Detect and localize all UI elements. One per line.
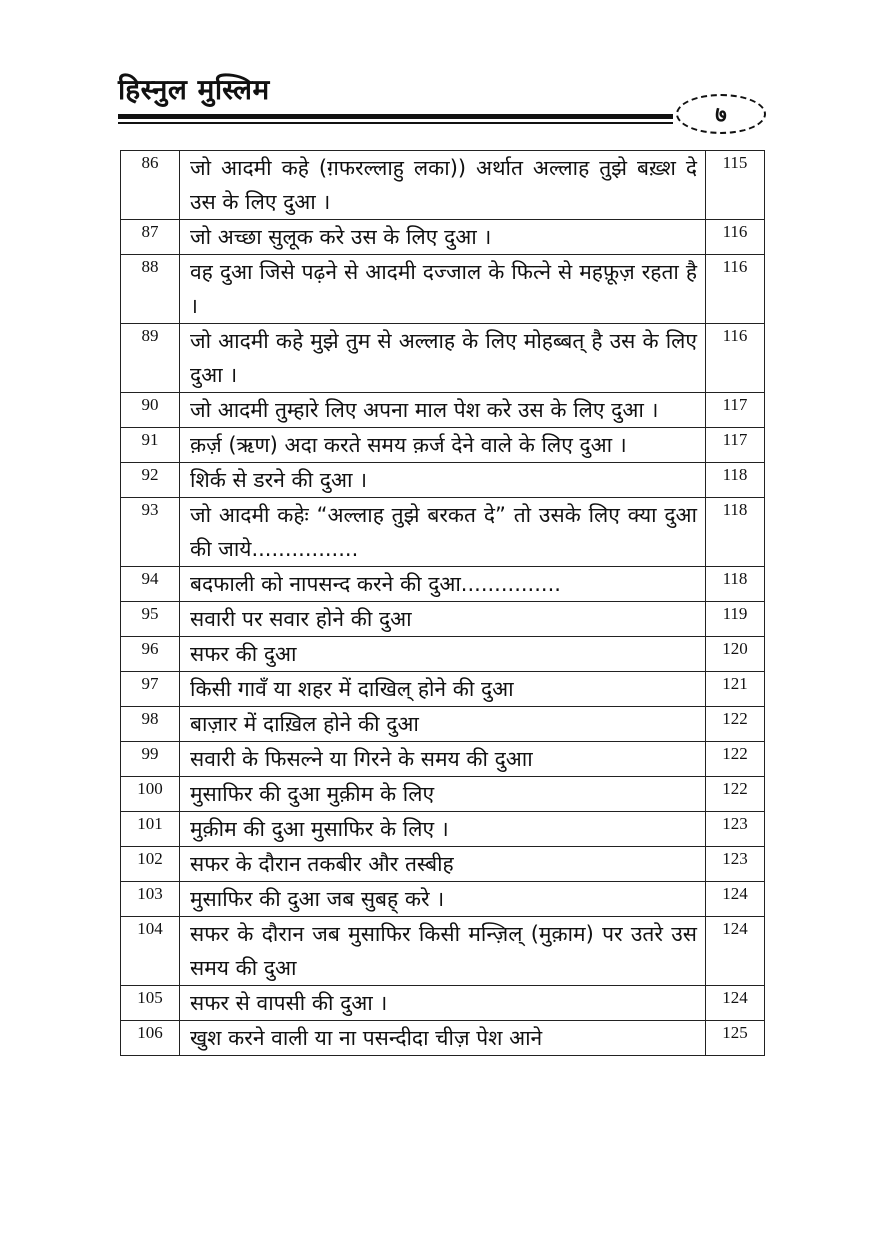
toc-row — [121, 393, 765, 428]
toc-entry-title: जो आदमी कहे मुझे तुम से अल्लाह के लिए मोहब्बत् है उस के लिए दुआ । — [180, 324, 706, 393]
toc-entry-page: 119 — [706, 602, 765, 637]
toc-entry-number: 87 — [121, 220, 180, 255]
toc-entry-title: जो आदमी तुम्हारे लिए अपना माल पेश करे उस के लिए दुआ । — [180, 393, 706, 428]
toc-entry-title: मुक़ीम की दुआ मुसाफिर के लिए । — [180, 812, 706, 847]
toc-row — [121, 882, 765, 917]
toc-entry-title: सफर से वापसी की दुआ । — [180, 986, 706, 1021]
toc-entry-number: 95 — [121, 602, 180, 637]
toc-row — [121, 986, 765, 1021]
toc-entry-number: 91 — [121, 428, 180, 463]
toc-row — [121, 742, 765, 777]
toc-entry-title: सफर के दौरान तकबीर और तस्बीह — [180, 847, 706, 882]
toc-entry-page: 116 — [706, 220, 765, 255]
toc-entry-page: 122 — [706, 777, 765, 812]
toc-entry-number: 99 — [121, 742, 180, 777]
toc-entry-page: 124 — [706, 986, 765, 1021]
toc-entry-page: 122 — [706, 742, 765, 777]
toc-entry-page: 123 — [706, 847, 765, 882]
toc-entry-title: मुसाफिर की दुआ जब सुबह् करे । — [180, 882, 706, 917]
toc-entry-title: सफर की दुआ — [180, 637, 706, 672]
toc-row — [121, 220, 765, 255]
toc-entry-number: 90 — [121, 393, 180, 428]
toc-entry-number: 101 — [121, 812, 180, 847]
toc-entry-title: शिर्क से डरने की दुआ । — [180, 463, 706, 498]
toc-entry-page: 118 — [706, 498, 765, 567]
toc-row — [121, 255, 765, 324]
toc-row — [121, 1021, 765, 1056]
toc-entry-page: 121 — [706, 672, 765, 707]
toc-entry-number: 103 — [121, 882, 180, 917]
toc-row — [121, 151, 765, 220]
toc-entry-number: 92 — [121, 463, 180, 498]
toc-row — [121, 602, 765, 637]
toc-row — [121, 707, 765, 742]
toc-entry-page: 122 — [706, 707, 765, 742]
toc-entry-number: 105 — [121, 986, 180, 1021]
toc-entry-page: 115 — [706, 151, 765, 220]
toc-table — [120, 150, 765, 1056]
toc-row — [121, 777, 765, 812]
toc-entry-title: खुश करने वाली या ना पसन्दीदा चीज़ पेश आने — [180, 1021, 706, 1056]
toc-row — [121, 463, 765, 498]
header-rule-thin — [118, 122, 673, 124]
toc-entry-page: 124 — [706, 917, 765, 986]
page-number-badge: ७ — [676, 94, 766, 134]
toc-entry-number: 104 — [121, 917, 180, 986]
toc-entry-title: किसी गावँ या शहर में दाखिल् होने की दुआ — [180, 672, 706, 707]
toc-entry-number: 100 — [121, 777, 180, 812]
toc-entry-number: 106 — [121, 1021, 180, 1056]
toc-entry-number: 89 — [121, 324, 180, 393]
toc-entry-title: सवारी पर सवार होने की दुआ — [180, 602, 706, 637]
toc-entry-title: बाज़ार में दाख़िल होने की दुआ — [180, 707, 706, 742]
toc-entry-number: 102 — [121, 847, 180, 882]
toc-row — [121, 428, 765, 463]
toc-entry-page: 116 — [706, 255, 765, 324]
toc-entry-title: सवारी के फिसल्ने या गिरने के समय की दुआा — [180, 742, 706, 777]
toc-entry-title: क़र्ज़ (ऋण) अदा करते समय क़र्ज देने वाले के लिए दुआ । — [180, 428, 706, 463]
toc-row — [121, 812, 765, 847]
toc-entry-title: जो आदमी कहेः “अल्लाह तुझे बरकत दे” तो उसके लिए क्या दुआ की जाये................ — [180, 498, 706, 567]
toc-entry-title: जो आदमी कहे (ग़फरल्लाहु लका)) अर्थात अल्लाह तुझे बख़्श दे उस के लिए दुआ । — [180, 151, 706, 220]
toc-entry-page: 125 — [706, 1021, 765, 1056]
toc-entry-number: 97 — [121, 672, 180, 707]
toc-entry-page: 124 — [706, 882, 765, 917]
toc-entry-title: मुसाफिर की दुआ मुक़ीम के लिए — [180, 777, 706, 812]
toc-entry-title: बदफाली को नापसन्द करने की दुआ............... — [180, 567, 706, 602]
toc-entry-number: 88 — [121, 255, 180, 324]
toc-row — [121, 917, 765, 986]
toc-row — [121, 637, 765, 672]
toc-entry-number: 94 — [121, 567, 180, 602]
toc-entry-page: 117 — [706, 428, 765, 463]
toc-row — [121, 567, 765, 602]
toc-entry-number: 93 — [121, 498, 180, 567]
toc-entry-page: 118 — [706, 567, 765, 602]
toc-row — [121, 672, 765, 707]
page-header-title: हिस्नुल मुस्लिम — [118, 73, 270, 106]
toc-row — [121, 324, 765, 393]
toc-entry-title: जो अच्छा सुलूक करे उस के लिए दुआ । — [180, 220, 706, 255]
toc-entry-page: 116 — [706, 324, 765, 393]
toc-entry-number: 98 — [121, 707, 180, 742]
toc-entry-page: 123 — [706, 812, 765, 847]
toc-entry-number: 96 — [121, 637, 180, 672]
toc-entry-title: सफर के दौरान जब मुसाफिर किसी मन्ज़िल् (मुक़ाम) पर उतरे उस समय की दुआ — [180, 917, 706, 986]
toc-row — [121, 498, 765, 567]
toc-entry-page: 118 — [706, 463, 765, 498]
toc-entry-page: 117 — [706, 393, 765, 428]
toc-entry-number: 86 — [121, 151, 180, 220]
header-rule-thick — [118, 114, 673, 119]
toc-row — [121, 847, 765, 882]
toc-entry-page: 120 — [706, 637, 765, 672]
toc-entry-title: वह दुआ जिसे पढ़ने से आदमी दज्जाल के फित्ने से महफ़ूज़ रहता है । — [180, 255, 706, 324]
